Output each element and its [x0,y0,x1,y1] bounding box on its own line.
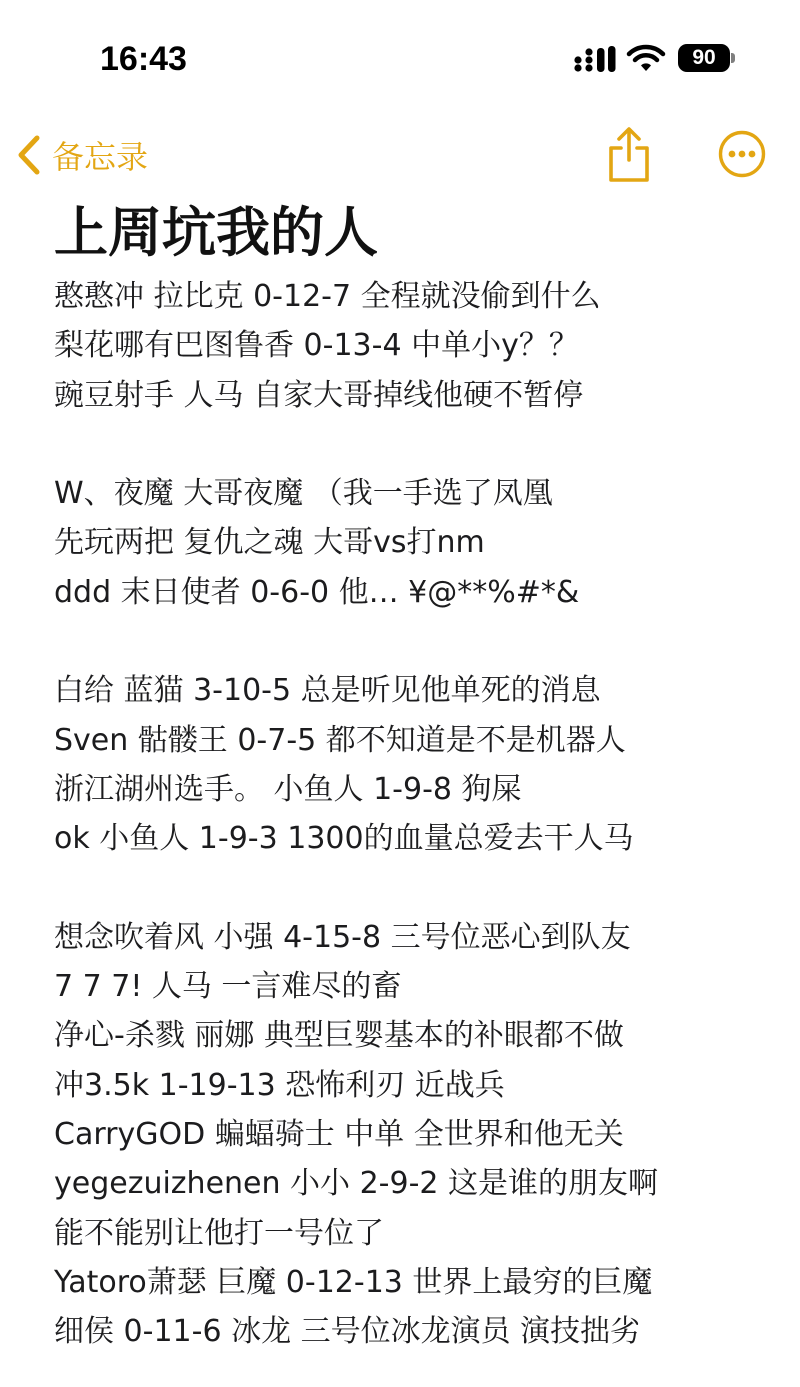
note-line: 7 7 7! 人马 一言难尽的畜 [54,969,402,1005]
battery-icon: 90 [678,44,730,72]
note-line: 浙江湖州选手。 小鱼人 1-9-8 狗屎 [54,771,522,807]
note-line: 先玩两把 复仇之魂 大哥vs打nm [54,525,485,561]
note-line: 净心-杀戮 丽娜 典型巨婴基本的补眼都不做 [54,1018,624,1054]
note-line: W、夜魔 大哥夜魔 （我一手选了凤凰 [54,476,553,512]
status-time: 16:43 [100,40,187,78]
back-button[interactable] [16,130,148,180]
back-label: 备忘录 [52,138,149,176]
note-line: 冲3.5k 1-19-13 恐怖利刃 近战兵 [54,1067,505,1103]
note-blank-line [54,420,774,469]
note-line: 细侯 0-11-6 冰龙 三号位冰龙演员 演技拙劣 [54,1314,641,1350]
note-line: Sven 骷髅王 0-7-5 都不知道是不是机器人 [54,722,626,758]
note-line: 梨花哪有巴图鲁香 0-13-4 中单小y？？ [54,328,579,364]
note-line: 想念吹着风 小强 4-15-8 三号位恶心到队友 [54,919,631,955]
note-line: 白给 蓝猫 3-10-5 总是听见他单死的消息 [54,673,601,709]
chevron-left-icon [16,134,42,176]
note-blank-line [54,617,774,666]
signal-icon [574,46,616,72]
more-icon[interactable] [718,130,766,178]
status-bar [0,0,800,120]
note-line: ok 小鱼人 1-9-3 1300的血量总爱去干人马 [54,821,634,857]
note-line: CarryGOD 蝙蝠骑士 中单 全世界和他无关 [54,1117,624,1153]
note-lines [54,272,774,1357]
note-line: 豌豆射手 人马 自家大哥掉线他硬不暂停 [54,377,584,413]
battery-tip [731,53,735,63]
wifi-icon [626,44,666,72]
note-line: Yatoro萧瑟 巨魔 0-12-13 世界上最穷的巨魔 [54,1264,653,1300]
note-line: ddd 末日使者 0-6-0 他… ¥@**%#*& [54,574,580,610]
share-icon[interactable] [606,126,652,182]
note-body[interactable] [54,196,774,1357]
note-line: 能不能别让他打一号位了 [54,1215,384,1251]
note-title: 上周坑我的人 [54,201,378,264]
note-line: 憨憨冲 拉比克 0-12-7 全程就没偷到什么 [54,279,601,314]
note-blank-line [54,864,774,913]
note-line: yegezuizhenen 小小 2-9-2 这是谁的朋友啊 [54,1166,659,1202]
nav-bar [0,118,800,190]
